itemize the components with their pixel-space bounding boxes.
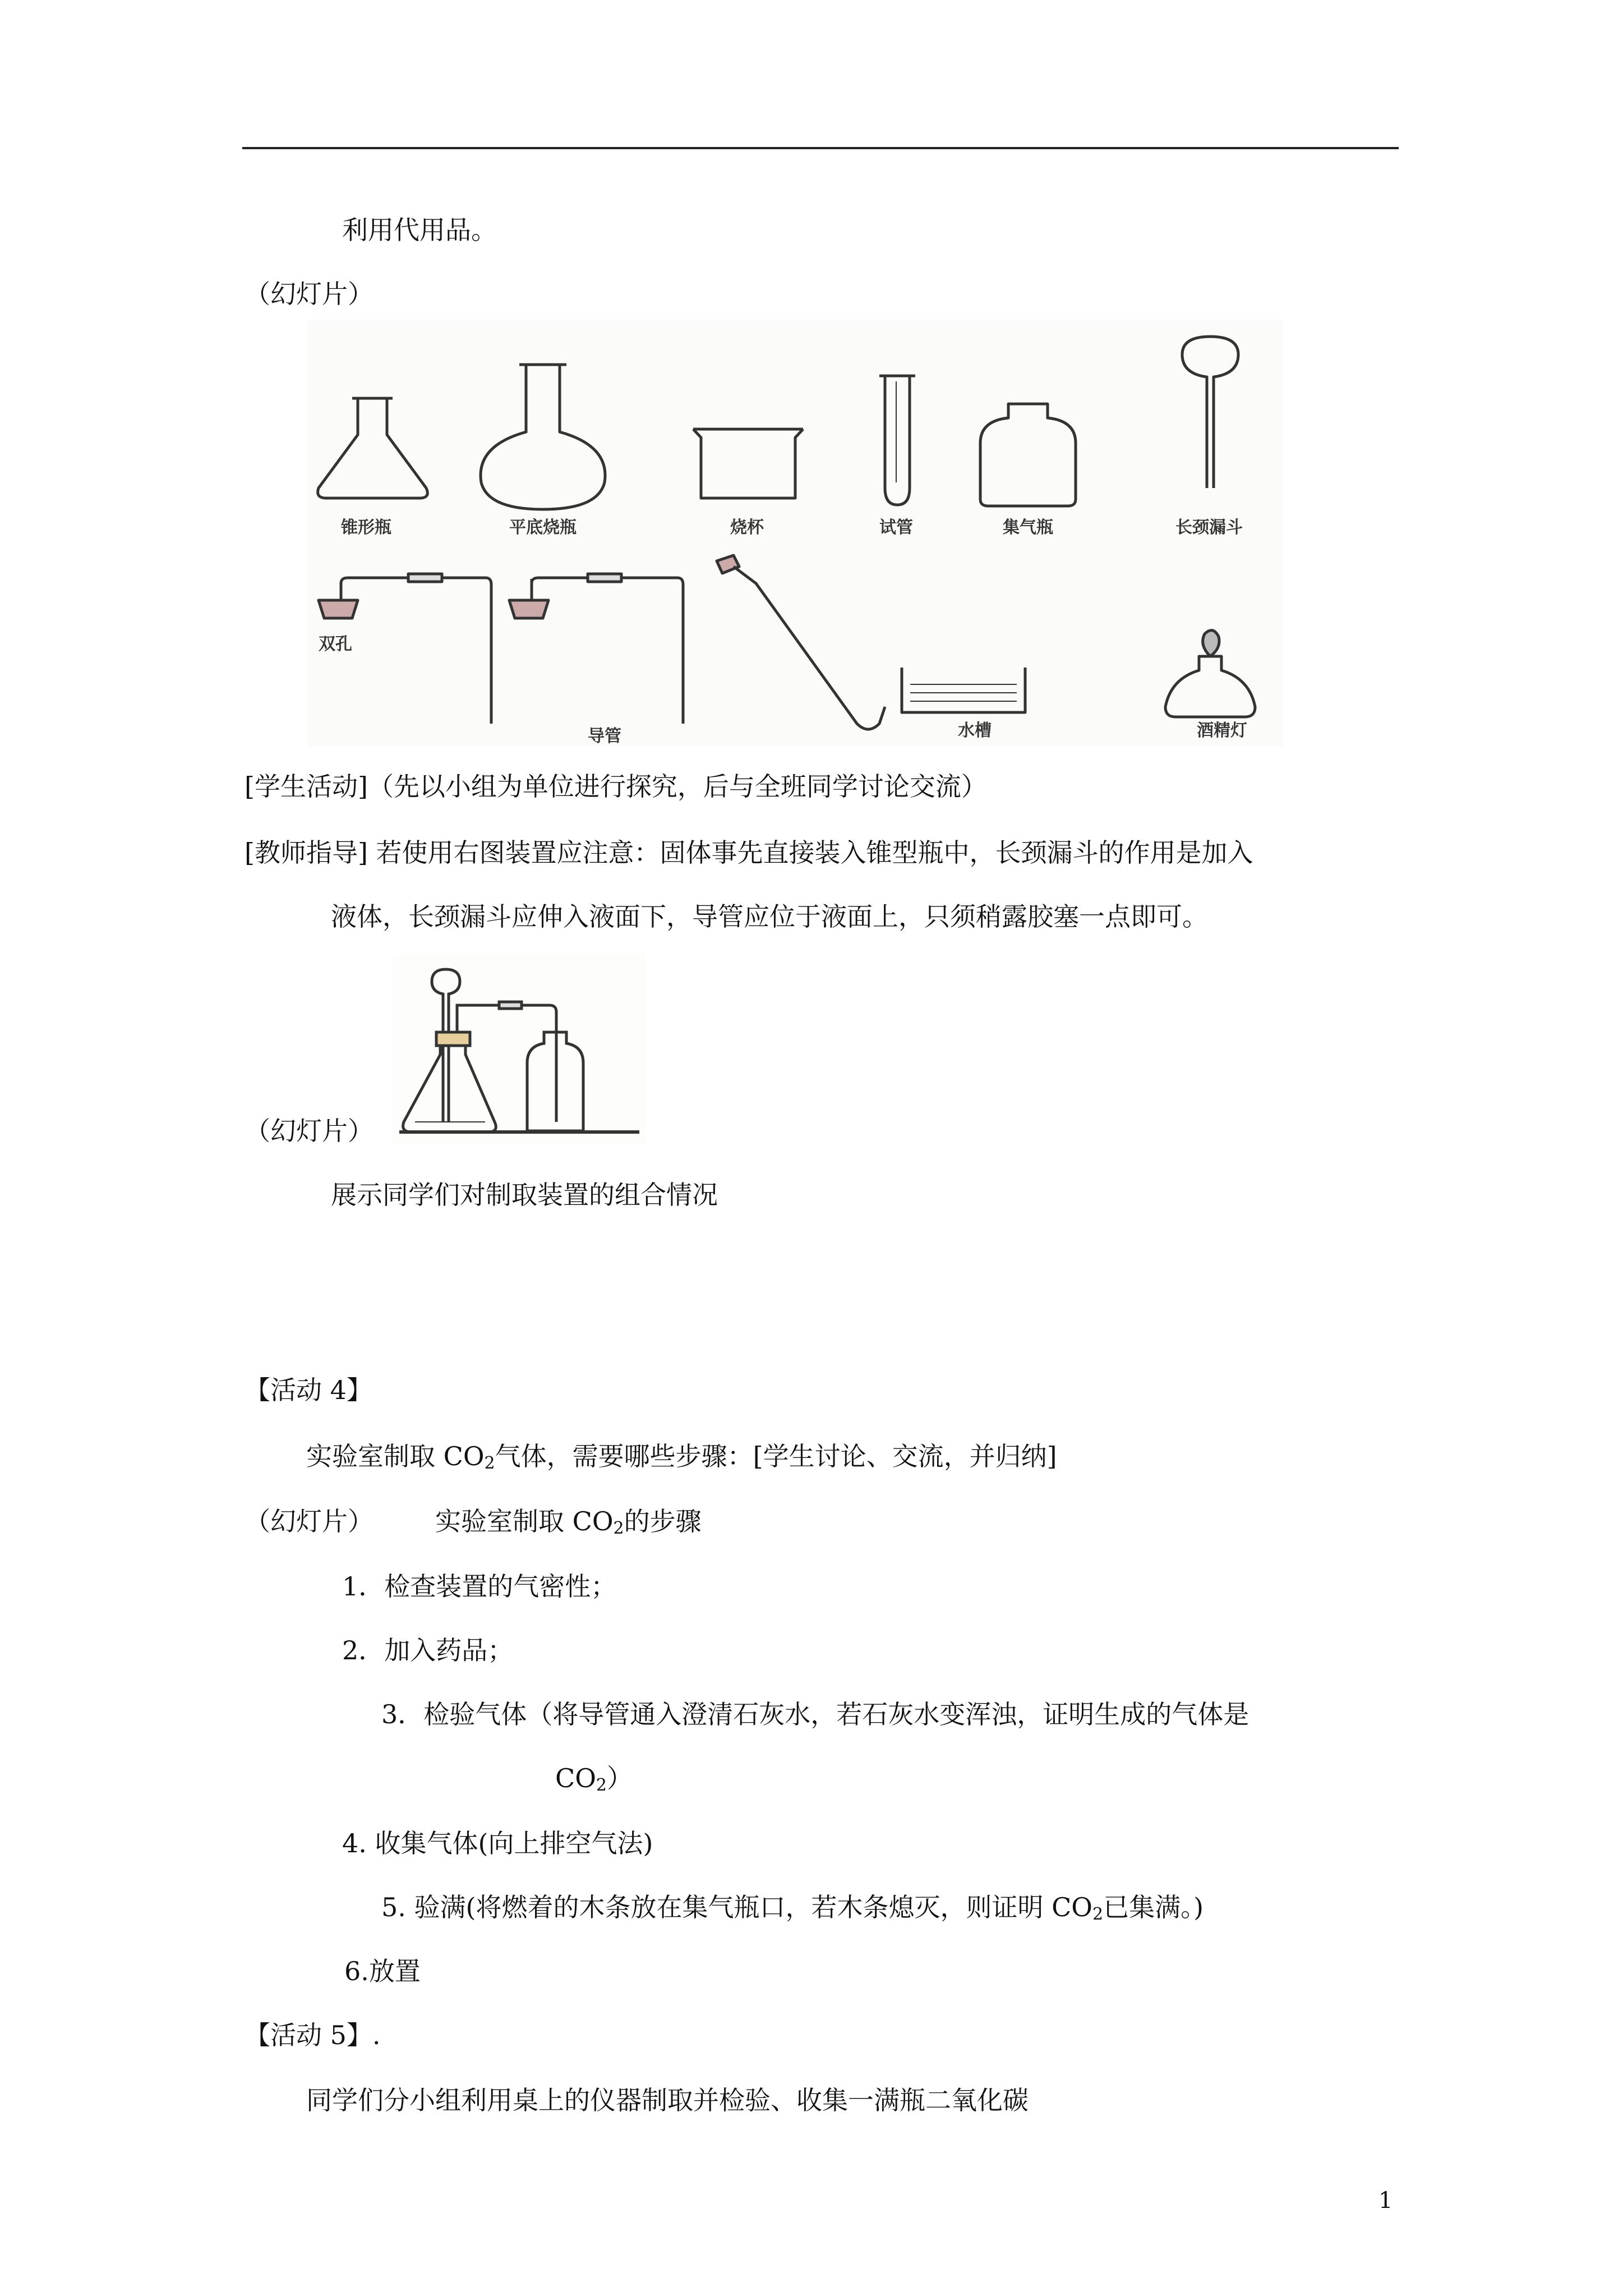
label-long-funnel: 长颈漏斗 [1175, 518, 1243, 537]
apparatus-figure [307, 320, 1283, 746]
show-combo-line: 展示同学们对制取装置的组合情况 [331, 1180, 718, 1210]
label-gas-jar: 集气瓶 [1003, 518, 1053, 537]
label-two-hole: 双孔 [319, 634, 352, 654]
step-3: 3．检验气体（将导管通入澄清石灰水，若石灰水变浑浊，证明生成的气体是 [381, 1699, 1249, 1729]
label-test-tube: 试管 [879, 518, 913, 537]
activity-4-heading: 【活动 4】 [245, 1375, 372, 1405]
step-4: 4. 收集气体(向上排空气法) [342, 1828, 653, 1858]
step-6: 6.放置 [344, 1956, 421, 1986]
slide-label-3: （幻灯片） [245, 1506, 374, 1536]
teacher-guide-line1: [教师指导] 若使用右图装置应注意：固体事先直接装入锥型瓶中，长颈漏斗的作用是加入 [245, 838, 1253, 868]
label-trough: 水槽 [958, 721, 992, 740]
activity-5-heading: 【活动 5】. [245, 2020, 381, 2050]
activity-5-text: 同学们分小组利用桌上的仪器制取并检验、收集一满瓶二氧化碳 [306, 2085, 1029, 2115]
page-number: 1 [1378, 2188, 1393, 2214]
header-rule [242, 147, 1399, 149]
student-activity: [学生活动]（先以小组为单位进行探究，后与全班同学讨论交流） [245, 771, 987, 802]
label-tube: 导管 [588, 726, 621, 746]
step-2: 2．加入药品； [342, 1635, 514, 1665]
steps-title: 实验室制取 $CO_2$的步骤 [435, 1506, 702, 1538]
label-beaker: 烧杯 [730, 518, 764, 537]
intro-line: 利用代用品。 [342, 215, 497, 245]
two-hole-stopper-icon [319, 600, 358, 618]
teacher-guide-line2: 液体，长颈漏斗应伸入液面下，导管应位于液面上，只须稍露胶塞一点即可。 [331, 901, 1208, 932]
step-5: 5. 验满(将燃着的木条放在集气瓶口，若木条熄灭，则证明 $CO_2$已集满。) [381, 1892, 1204, 1924]
label-conical-flask: 锥形瓶 [341, 518, 391, 537]
step-1: 1．检查装置的气密性； [342, 1571, 617, 1602]
activity-4-question: 实验室制取 $CO_2$气体，需要哪些步骤：[学生讨论、交流，并归纳] [306, 1441, 1057, 1473]
slide-label-1: （幻灯片） [245, 279, 374, 309]
label-lamp: 酒精灯 [1197, 721, 1247, 740]
slide-label-2: （幻灯片） [245, 1116, 374, 1146]
assembled-apparatus-figure [393, 954, 645, 1144]
step-3-continued: $CO_2$） [555, 1763, 633, 1795]
label-flat-flask: 平底烧瓶 [509, 518, 577, 537]
